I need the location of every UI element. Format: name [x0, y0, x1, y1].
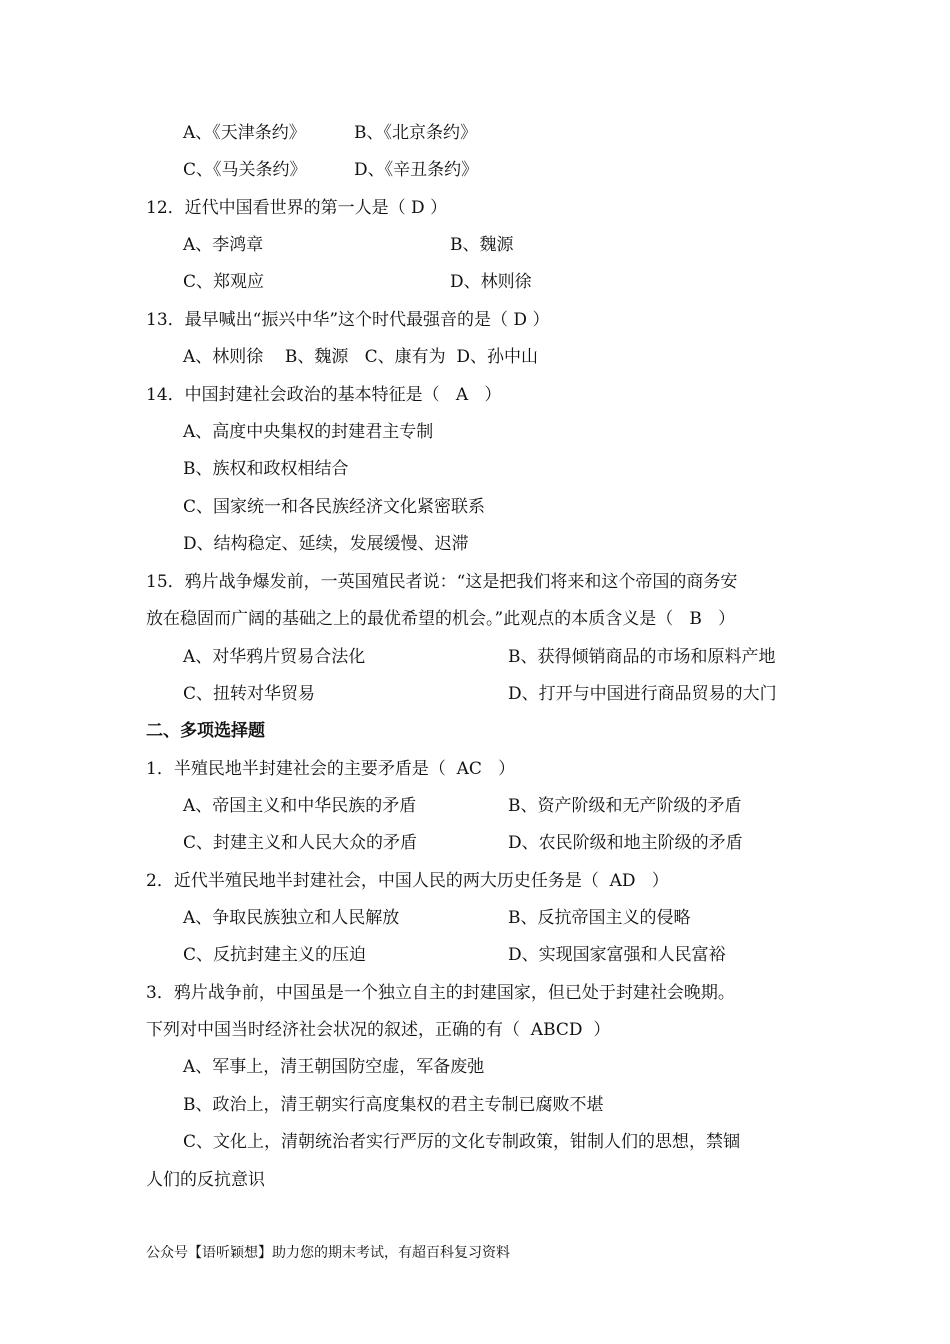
q12-option-a: A、李鸿章	[183, 235, 264, 255]
q14-option-b: B、族权和政权相结合	[183, 459, 349, 479]
q11-option-a: A、《天津条约》	[183, 123, 306, 143]
m2-option-c: C、反抗封建主义的压迫	[183, 945, 367, 965]
q12-option-b: B、魏源	[450, 235, 514, 255]
m2-option-a: A、争取民族独立和人民解放	[183, 908, 400, 928]
q14-option-d: D、结构稳定、延续，发展缓慢、迟滞	[183, 534, 469, 554]
m2-option-d: D、实现国家富强和人民富裕	[508, 945, 726, 965]
page-footer: 公众号【语听颖想】助力您的期末考试，有超百科复习资料	[146, 1245, 510, 1261]
q15-option-c: C、扭转对华贸易	[183, 684, 316, 704]
m1-option-d: D、农民阶级和地主阶级的矛盾	[508, 833, 743, 853]
q15-option-d: D、打开与中国进行商品贸易的大门	[508, 684, 777, 704]
q11-option-b: B、《北京条约》	[354, 123, 477, 143]
m3-option-a: A、军事上，清王朝国防空虚，军备废弛	[183, 1057, 485, 1077]
q11-option-d: D、《辛丑条约》	[354, 160, 479, 180]
m1-option-b: B、资产阶级和无产阶级的矛盾	[508, 796, 742, 816]
q14-option-a: A、高度中央集权的封建君主专制	[183, 422, 434, 442]
q11-option-c: C、《马关条约》	[183, 160, 307, 180]
m1-stem: 1．半殖民地半封建社会的主要矛盾是（ AC ）	[146, 759, 516, 779]
q14-option-c: C、国家统一和各民族经济文化紧密联系	[183, 497, 486, 517]
m3-option-c-line2: 人们的反抗意识	[146, 1170, 265, 1190]
q12-stem: 12．近代中国看世界的第一人是（ D ）	[146, 198, 448, 218]
q14-stem: 14．中国封建社会政治的基本特征是（ A ）	[146, 385, 502, 405]
q15-stem-line2: 放在稳固而广阔的基础之上的最优希望的机会。”此观点的本质含义是（ B ）	[146, 609, 736, 629]
q15-stem-line1: 15．鸦片战争爆发前，一英国殖民者说：“这是把我们将来和这个帝国的商务安	[146, 572, 738, 592]
q12-option-d: D、林则徐	[450, 272, 532, 292]
m3-option-b: B、政治上，清王朝实行高度集权的君主专制已腐败不堪	[183, 1095, 604, 1115]
m3-option-c-line1: C、文化上，清朝统治者实行严厉的文化专制政策，钳制人们的思想，禁锢	[183, 1132, 741, 1152]
q13-stem: 13．最早喊出“振兴中华”这个时代最强音的是（ D ）	[146, 310, 550, 330]
q13-options: A、林则徐 B、魏源 C、康有为 D、孙中山	[183, 347, 539, 367]
m1-option-c: C、封建主义和人民大众的矛盾	[183, 833, 418, 853]
m1-option-a: A、帝国主义和中华民族的矛盾	[183, 796, 417, 816]
m2-option-b: B、反抗帝国主义的侵略	[508, 908, 691, 928]
section-title-multiple-choice: 二、多项选择题	[146, 721, 265, 741]
q12-option-c: C、郑观应	[183, 272, 265, 292]
q15-option-a: A、对华鸦片贸易合法化	[183, 647, 366, 667]
m3-stem-line2: 下列对中国当时经济社会状况的叙述，正确的有（ ABCD ）	[146, 1020, 611, 1040]
m3-stem-line1: 3．鸦片战争前，中国虽是一个独立自主的封建国家，但已处于封建社会晚期。	[146, 983, 735, 1003]
m2-stem: 2．近代半殖民地半封建社会，中国人民的两大历史任务是（ AD ）	[146, 871, 669, 891]
q15-option-b: B、获得倾销商品的市场和原料产地	[508, 647, 776, 667]
